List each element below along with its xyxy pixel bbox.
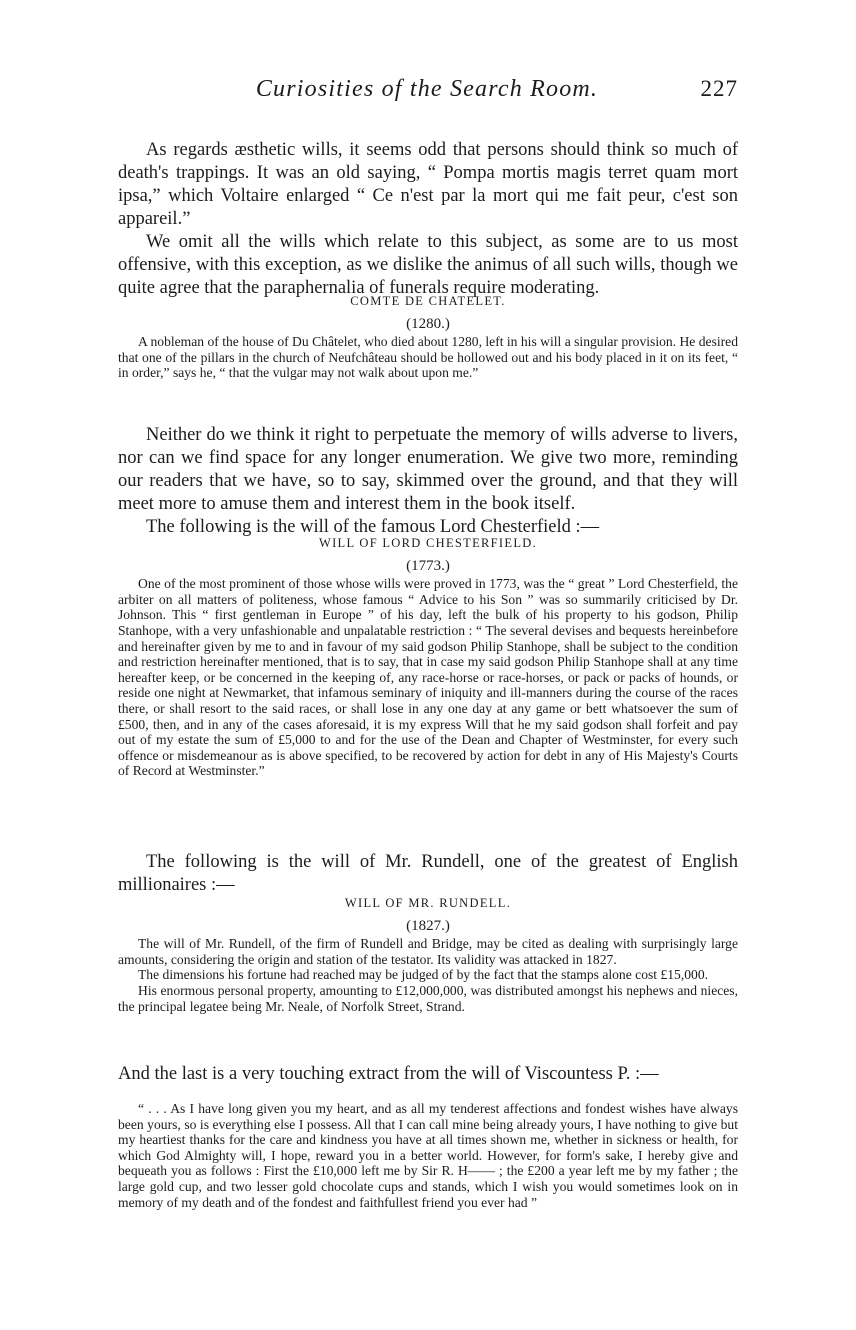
running-title: Curiosities of the Search Room. [255,76,599,102]
chatelet-section [118,294,738,381]
chesterfield-text: One of the most prominent of those whose wills were proved in 1773, was the “ great ” Lord Chesterfield, the arbiter on all matters of politeness, whose famous “ Advice to his Son ” was so summarily criticised by Dr. Johnson. This “ first gentleman in Europe ” of his day, left the bulk of his property to his godson, Philip Stanhope, with a very unfashionable and unpalatable restriction : “ The several devises and bequests hereinbefore and hereinafter given by me to and in favour of my said godson Philip Stanhope, shall be subject to the condition and restriction hereinafter mentioned, that is to say, that in case my said godson Philip Stanhope shall at any time hereafter keep, or be concerned in the keeping of, any race-horse or race-horses, or pack or packs of hounds, or reside one night at Newmarket, that infamous seminary of iniquity and ill-manners during the course of the races there, or shall resort to the said races, or shall lose in any one day at any game or bett whatsoever the sum of £500, then, and in any of the cases aforesaid, it is my express Will that he my said godson shall forfeit and pay out of my estate the sum of £5,000 to and for the use of the Dean and Chapter of Westminster, for every such offence or misdemeanour as is above specified, to be recovered by action for debt in any of His Majesty's Courts of Record at Westminster.” [118,576,738,779]
rundell-intro: The following is the will of Mr. Rundell, one of the greatest of English millionaires :— [118,852,738,895]
chesterfield-heading: WILL OF LORD CHESTERFIELD. [318,536,538,550]
viscountess-section [118,1101,738,1210]
middle-paragraph-1: Neither do we think it right to perpetuate the memory of wills adverse to livers, nor can we find space for any longer enumeration. We give two more, reminding our readers that we have, so to say, skimmed over the ground, and that they will meet more to amuse them and interest them in the book itself. [118,425,738,514]
chatelet-year: (1280.) [406,315,450,332]
viscountess-intro-section [118,1063,738,1086]
chatelet-text: A nobleman of the house of Du Châtelet, who died about 1280, left in his will a singular provision. He desired that one of the pillars in the church of Neufchâteau should be hollowed out and his body placed in it on its feet, “ in order,” says he, “ that the vulgar may not walk about upon me.” [118,334,738,381]
viscountess-intro: And the last is a very touching extract from the will of Viscountess P. :— [118,1064,659,1084]
chatelet-heading: COMTE DE CHATELET. [350,294,506,308]
rundell-intro-section [118,851,738,897]
intro-section [118,139,738,300]
rundell-paragraph-2: The dimensions his fortune had reached may be judged of by the fact that the stamps alone cost £15,000. [138,967,709,983]
middle-paragraph-2: The following is the will of the famous Lord Chesterfield :— [146,517,600,537]
rundell-section [118,896,738,1014]
rundell-heading: WILL OF MR. RUNDELL. [344,896,512,910]
intro-paragraph-2: We omit all the wills which relate to this subject, as some are to us most offensive, with this exception, as we dislike the animus of all such wills, though we quite agree that the paraphernalia of funerals require moderating. [118,232,738,298]
intro-paragraph-1: As regards æsthetic wills, it seems odd that persons should think so much of death's trappings. It was an old saying, “ Pompa mortis magis terret quam mort ipsa,” which Voltaire enlarged “ Ce n'est par la mort qui me fait peur, c'est son appareil.” [118,140,738,229]
middle-section [118,424,738,539]
page-number: 227 [700,76,738,101]
rundell-year: (1827.) [406,917,450,934]
rundell-paragraph-1: The will of Mr. Rundell, of the firm of Rundell and Bridge, may be cited as dealing with surprisingly large amounts, considering the origin and station of the testator. Its validity was attacked in 1827. [118,936,738,967]
rundell-paragraph-3: His enormous personal property, amounting to £12,000,000, was distributed amongst his nephews and nieces, the principal legatee being Mr. Neale, of Norfolk Street, Strand. [118,982,738,1014]
chesterfield-year: (1773.) [406,557,450,574]
running-header [116,76,738,110]
chesterfield-section [118,536,738,779]
viscountess-text: “ . . . As I have long given you my heart, and as all my tenderest affections and fondest wishes have always been yours, so is everything else I possess. All that I can call mine being already yours, I have nothing to give but my heartiest thanks for the care and kindness you have at all times shown me, whether in sickness or health, for which God Almighty will, I hope, reward you in a better world. However, for form's sake, I hereby give and bequeath you as follows : First the £10,000 left me by Sir R. H—— ; the £200 a year left me by my father ; the large gold cup, and two lesser gold chocolate cups and stands, which I wish you would sometimes look on in memory of my death and of the fondest and faithfullest friend you ever had ” [118,1101,738,1210]
